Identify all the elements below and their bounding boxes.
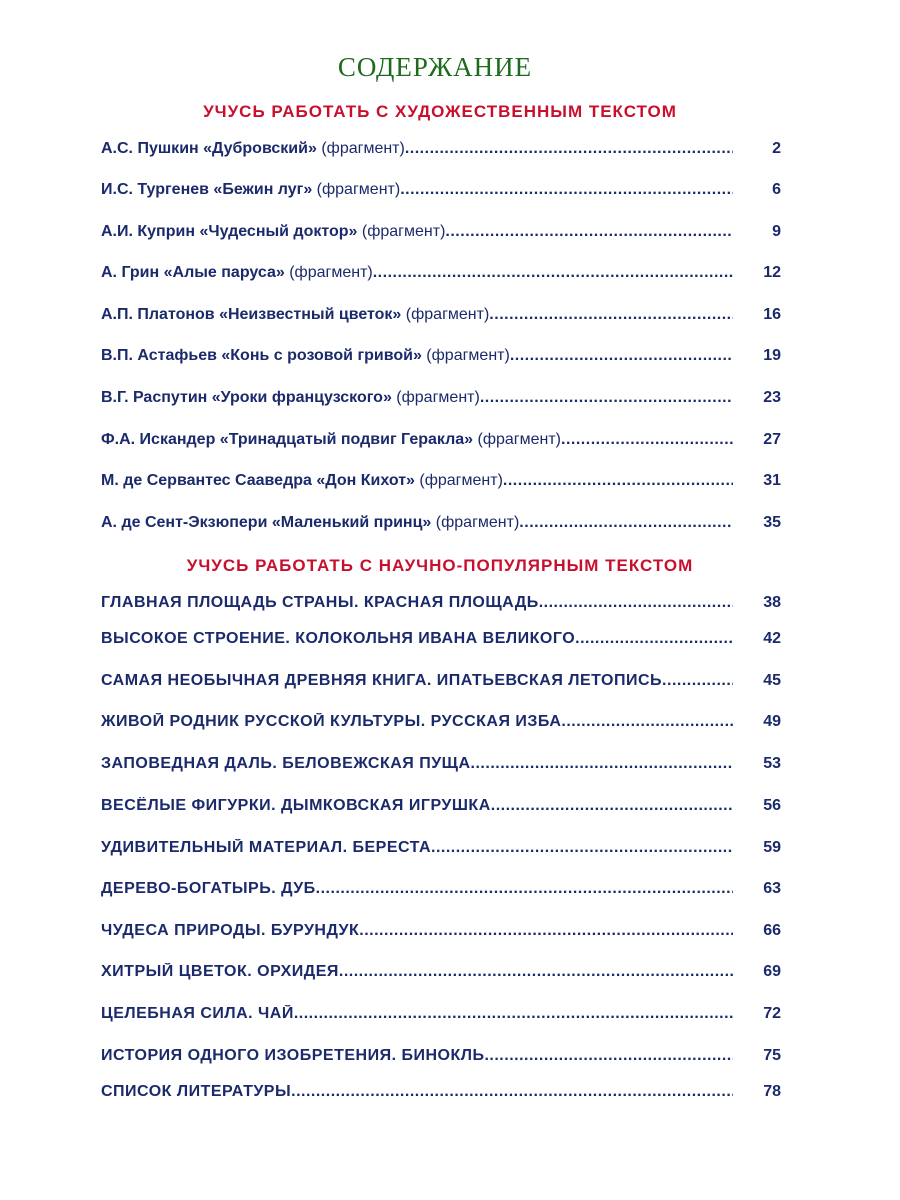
toc-entry-title: СПИСОК ЛИТЕРАТУРЫ ..... bbox=[101, 1083, 733, 1101]
toc-entry-page: 6 bbox=[772, 181, 781, 198]
toc-entry-page: 2 bbox=[772, 140, 781, 157]
toc-entry-page: 63 bbox=[763, 880, 781, 897]
toc-entry-title: В.Г. Распутин «Уроки французского» (фрагмент) ..... bbox=[101, 389, 733, 407]
toc-entry-title: ЦЕЛЕБНАЯ СИЛА. ЧАЙ ..... bbox=[101, 1005, 733, 1023]
toc-entry-page: 75 bbox=[763, 1047, 781, 1064]
toc-entry-page: 49 bbox=[763, 713, 781, 730]
toc-entry-title: А. Грин «Алые паруса» (фрагмент) ..... bbox=[101, 264, 733, 282]
toc-entry-title: Ф.А. Искандер «Тринадцатый подвиг Геракла» (фрагмент) ..... bbox=[101, 431, 733, 449]
toc-entry-page: 12 bbox=[763, 264, 781, 281]
toc-entry-page: 72 bbox=[763, 1005, 781, 1022]
toc-entry-title: ГЛАВНАЯ ПЛОЩАДЬ СТРАНЫ. КРАСНАЯ ПЛОЩАДЬ ..... bbox=[101, 594, 733, 612]
toc-entry[interactable] bbox=[101, 140, 781, 162]
toc-entry-title: А.И. Куприн «Чудесный доктор» (фрагмент) ..... bbox=[101, 223, 733, 241]
toc-entry-title: ХИТРЫЙ ЦВЕТОК. ОРХИДЕЯ ..... bbox=[101, 963, 733, 981]
toc-entry-title: А. де Сент-Экзюпери «Маленький принц» (фрагмент) ..... bbox=[101, 514, 733, 532]
toc-entry-title: А.П. Платонов «Неизвестный цветок» (фрагмент) ..... bbox=[101, 306, 733, 324]
toc-entry-page: 27 bbox=[763, 431, 781, 448]
toc-entry-page: 53 bbox=[763, 755, 781, 772]
toc-entry[interactable] bbox=[101, 1005, 781, 1027]
toc-entry-page: 56 bbox=[763, 797, 781, 814]
toc-entry-page: 23 bbox=[763, 389, 781, 406]
toc-entry-title: И.С. Тургенев «Бежин луг» (фрагмент) ..... bbox=[101, 181, 733, 199]
toc-entry-page: 38 bbox=[763, 594, 781, 611]
toc-entry[interactable] bbox=[101, 472, 781, 494]
section-heading-fiction: УЧУСЬ РАБОТАТЬ С ХУДОЖЕСТВЕННЫМ ТЕКСТОМ bbox=[203, 102, 677, 121]
toc-entry-page: 69 bbox=[763, 963, 781, 980]
toc-entry[interactable] bbox=[101, 514, 781, 536]
toc-entry-page: 59 bbox=[763, 839, 781, 856]
toc-entry-page: 31 bbox=[763, 472, 781, 489]
page-title: СОДЕРЖАНИЕ bbox=[337, 52, 533, 82]
toc-entry[interactable] bbox=[101, 431, 781, 453]
toc-entry-title: ЧУДЕСА ПРИРОДЫ. БУРУНДУК ..... bbox=[101, 922, 733, 940]
toc-entry-page: 78 bbox=[763, 1083, 781, 1100]
toc-entry-title: ЗАПОВЕДНАЯ ДАЛЬ. БЕЛОВЕЖСКАЯ ПУЩА ..... bbox=[101, 755, 733, 773]
toc-entry[interactable] bbox=[101, 1047, 781, 1069]
toc-entry[interactable] bbox=[101, 389, 781, 411]
toc-entry-page: 66 bbox=[763, 922, 781, 939]
toc-entry[interactable] bbox=[101, 264, 781, 286]
toc-entry-title: А.С. Пушкин «Дубровский» (фрагмент) ..... bbox=[101, 140, 733, 158]
toc-entry-page: 42 bbox=[763, 630, 781, 647]
toc-entry-title: ЖИВОЙ РОДНИК РУССКОЙ КУЛЬТУРЫ. РУССКАЯ ИЗБА ..... bbox=[101, 713, 733, 731]
toc-entry-page: 35 bbox=[763, 514, 781, 531]
toc-entry[interactable] bbox=[101, 963, 781, 985]
toc-entry[interactable] bbox=[101, 306, 781, 328]
toc-entry[interactable] bbox=[101, 594, 781, 616]
section-heading-science: УЧУСЬ РАБОТАТЬ С НАУЧНО-ПОПУЛЯРНЫМ ТЕКСТОМ bbox=[186, 556, 694, 575]
toc-entry-title: УДИВИТЕЛЬНЫЙ МАТЕРИАЛ. БЕРЕСТА ..... bbox=[101, 839, 733, 857]
toc-entry[interactable] bbox=[101, 713, 781, 735]
toc-entry-page: 9 bbox=[772, 223, 781, 240]
toc-entry-page: 19 bbox=[763, 347, 781, 364]
toc-entry-title: ВЫСОКОЕ СТРОЕНИЕ. КОЛОКОЛЬНЯ ИВАНА ВЕЛИКОГО ..... bbox=[101, 630, 733, 648]
toc-entry-title: В.П. Астафьев «Конь с розовой гривой» (фрагмент) ..... bbox=[101, 347, 733, 365]
toc-entry-page: 16 bbox=[763, 306, 781, 323]
toc-entry[interactable] bbox=[101, 181, 781, 203]
toc-entry[interactable] bbox=[101, 755, 781, 777]
toc-entry[interactable] bbox=[101, 880, 781, 902]
toc-entry-page: 45 bbox=[763, 672, 781, 689]
toc-entry[interactable] bbox=[101, 223, 781, 245]
toc-entry-title: М. де Сервантес Сааведра «Дон Кихот» (фрагмент) ..... bbox=[101, 472, 733, 490]
toc-entry[interactable] bbox=[101, 347, 781, 369]
toc-entry-title: ДЕРЕВО-БОГАТЫРЬ. ДУБ ..... bbox=[101, 880, 733, 898]
toc-entry[interactable] bbox=[101, 1083, 781, 1105]
toc-entry[interactable] bbox=[101, 797, 781, 819]
toc-entry-title: САМАЯ НЕОБЫЧНАЯ ДРЕВНЯЯ КНИГА. ИПАТЬЕВСКАЯ ЛЕТОПИСЬ ..... bbox=[101, 672, 733, 690]
toc-entry[interactable] bbox=[101, 672, 781, 694]
toc-entry-title: ИСТОРИЯ ОДНОГО ИЗОБРЕТЕНИЯ. БИНОКЛЬ ..... bbox=[101, 1047, 733, 1065]
toc-entry[interactable] bbox=[101, 630, 781, 652]
toc-entry-title: ВЕСЁЛЫЕ ФИГУРКИ. ДЫМКОВСКАЯ ИГРУШКА ..... bbox=[101, 797, 733, 815]
toc-entry[interactable] bbox=[101, 922, 781, 944]
toc-entry[interactable] bbox=[101, 839, 781, 861]
